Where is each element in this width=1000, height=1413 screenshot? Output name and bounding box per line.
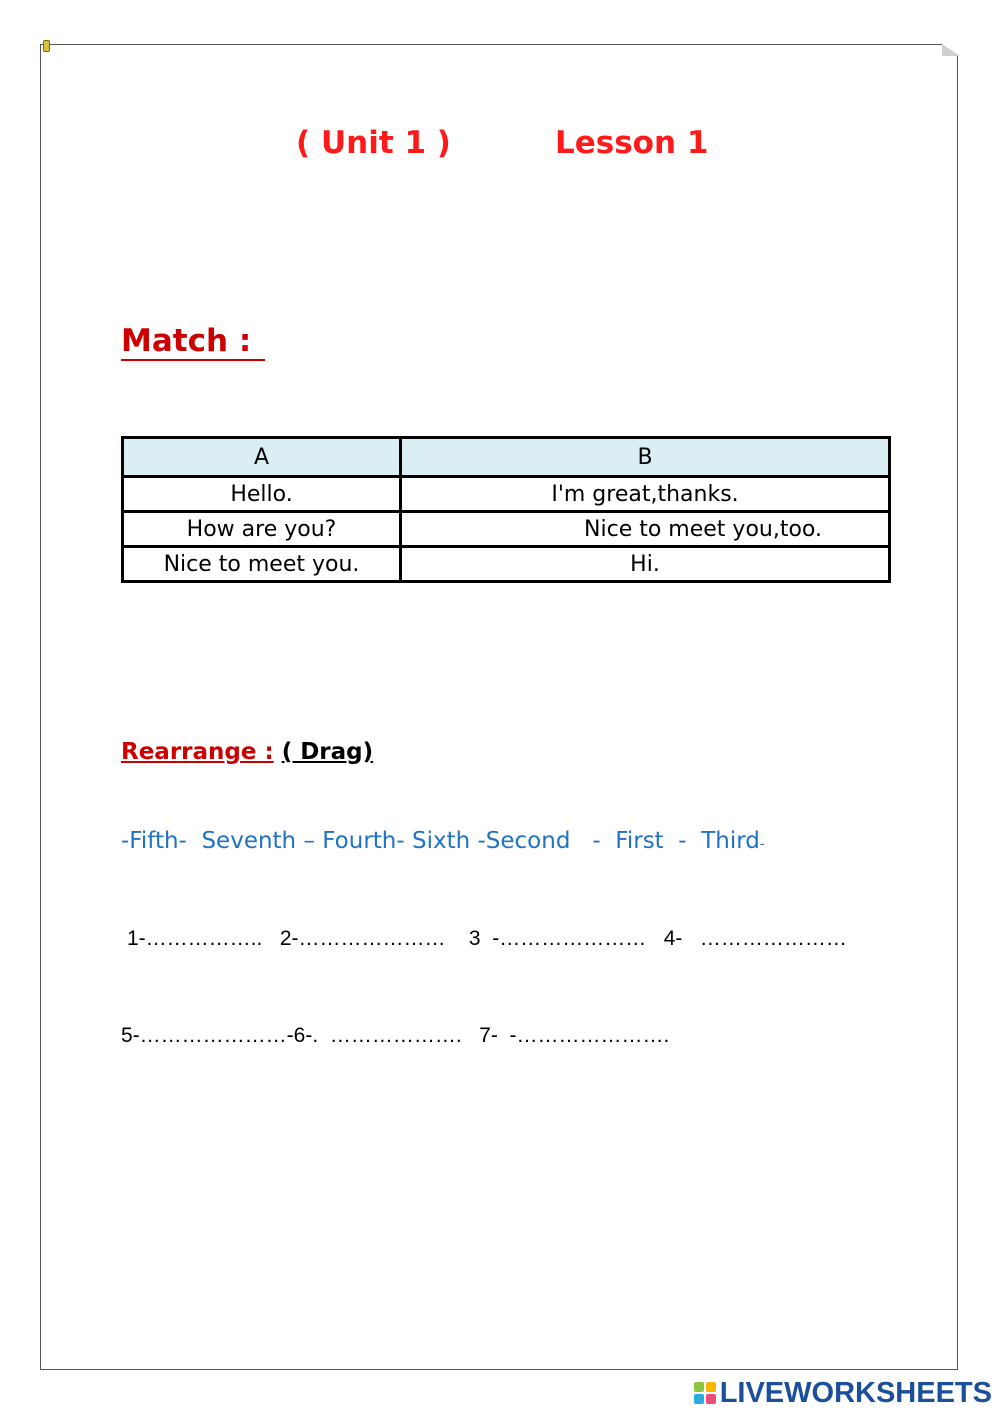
match-item-a[interactable]: Hello.: [123, 477, 401, 512]
match-header-row: [123, 438, 890, 477]
logo-icon: [694, 1382, 716, 1404]
match-item-b[interactable]: Nice to meet you,too.: [401, 512, 890, 547]
liveworksheets-logo: [694, 1378, 992, 1408]
match-row: [123, 477, 890, 512]
column-a-header: A: [123, 438, 401, 477]
column-b-header: B: [401, 438, 890, 477]
drag-hint: ( Drag): [281, 739, 374, 765]
word-bank[interactable]: [121, 825, 765, 861]
rearrange-label: Rearrange :: [121, 739, 274, 765]
match-row: [123, 512, 890, 547]
match-item-a[interactable]: Nice to meet you.: [123, 547, 401, 582]
match-item-b[interactable]: I'm great,thanks.: [401, 477, 890, 512]
logo-square: [694, 1382, 704, 1392]
word-bank-text[interactable]: -Fifth- Seventh – Fourth- Sixth -Second - First - Third: [121, 828, 760, 854]
logo-square: [694, 1394, 704, 1404]
match-heading: Match :: [121, 323, 265, 361]
rearrange-heading: [121, 737, 373, 767]
worksheet-page: [40, 44, 958, 1370]
match-item-b[interactable]: Hi.: [401, 547, 890, 582]
match-row: [123, 547, 890, 582]
answer-blanks-row-1[interactable]: 1-…………….. 2-………………… 3 -………………… 4- …………………: [127, 927, 847, 950]
logo-square: [706, 1382, 716, 1392]
unit-title: ( Unit 1 ): [296, 125, 451, 161]
match-item-a[interactable]: How are you?: [123, 512, 401, 547]
match-table: [121, 436, 891, 583]
page-corner-fold: [942, 44, 960, 56]
brand-name: LIVEWORKSHEETS: [719, 1376, 992, 1409]
logo-square: [706, 1394, 716, 1404]
pin-icon: [43, 40, 50, 52]
lesson-title: Lesson 1: [555, 125, 709, 161]
answer-blanks-row-2[interactable]: 5-…………………-6-. ………………. 7- -………………….: [121, 1024, 670, 1047]
word-bank-tail: -: [759, 837, 765, 852]
